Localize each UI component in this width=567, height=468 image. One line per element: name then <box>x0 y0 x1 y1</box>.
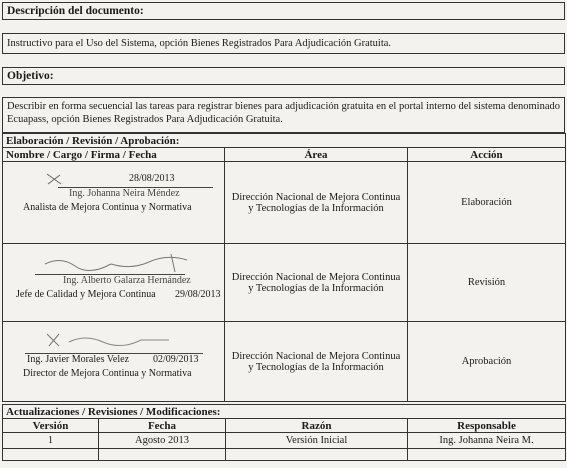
accion-cell: Aprobación <box>408 322 566 402</box>
descripcion-text-box <box>2 33 565 54</box>
table-row <box>3 244 566 322</box>
descripcion-title-bar <box>2 2 565 20</box>
col-header-area: Área <box>225 148 408 162</box>
objetivo-title-bar <box>2 67 565 85</box>
signer-role: Analista de Mejora Continua y Normativa <box>23 202 192 213</box>
signature-scribble <box>41 252 191 276</box>
fecha-cell: Agosto 2013 <box>99 433 226 449</box>
col-header-version: Versión <box>3 419 99 433</box>
empty-cell <box>3 449 99 461</box>
col-header-responsable: Responsable <box>408 419 566 433</box>
version-cell: 1 <box>3 433 99 449</box>
objetivo-text-box <box>2 97 565 133</box>
table-row <box>3 449 566 461</box>
area-cell: Dirección Nacional de Mejora Continua y Tecnologías de la Información <box>225 162 408 244</box>
accion-cell: Revisión <box>408 244 566 322</box>
signer-name: Ing. Javier Morales Velez <box>27 354 130 365</box>
empty-cell <box>99 449 226 461</box>
col-header-accion: Acción <box>408 148 566 162</box>
razon-cell: Versión Inicial <box>226 433 408 449</box>
signature-scribble <box>45 328 175 352</box>
table-row <box>3 162 566 244</box>
empty-cell <box>226 449 408 461</box>
elaboracion-table <box>2 133 566 402</box>
area-cell: Dirección Nacional de Mejora Continua y Tecnologías de la Información <box>225 322 408 402</box>
table-row <box>3 322 566 402</box>
col-header-fecha: Fecha <box>99 419 226 433</box>
descripcion-title: Descripción del documento: <box>7 5 144 17</box>
elaboracion-title: Elaboración / Revisión / Aprobación: <box>3 134 566 148</box>
signature-date: 29/08/2013 <box>175 289 221 300</box>
signature-date: 28/08/2013 <box>129 173 175 184</box>
signature-cell <box>3 322 225 402</box>
col-header-nombre: Nombre / Cargo / Firma / Fecha <box>3 148 225 162</box>
objetivo-text: Describir en forma secuencial las tareas para registrar bienes para adjudicación gratuita en el portal interno del sistema denominado Ecuapass, opción Bienes Registrados Para Adjudicación Gratuita. <box>7 101 560 125</box>
table-row <box>3 433 566 449</box>
signature-cell <box>3 244 225 322</box>
actualizaciones-title: Actualizaciones / Revisiones / Modificaciones: <box>3 405 566 419</box>
area-cell: Dirección Nacional de Mejora Continua y Tecnologías de la Información <box>225 244 408 322</box>
actualizaciones-table <box>2 404 566 461</box>
signer-role: Director de Mejora Continua y Normativa <box>23 368 192 379</box>
signer-role: Jefe de Calidad y Mejora Continua <box>16 289 156 300</box>
objetivo-title: Objetivo: <box>7 70 54 82</box>
col-header-razon: Razón <box>226 419 408 433</box>
empty-cell <box>408 449 566 461</box>
accion-cell: Elaboración <box>408 162 566 244</box>
signer-name: Ing. Johanna Neira Méndez <box>69 188 180 199</box>
descripcion-text: Instructivo para el Uso del Sistema, opción Bienes Registrados Para Adjudicación Gratuita. <box>7 38 392 49</box>
signer-name: Ing. Alberto Galarza Hernández <box>63 275 191 286</box>
signature-scribble <box>45 172 65 186</box>
signature-date: 02/09/2013 <box>153 354 199 365</box>
responsable-cell: Ing. Johanna Neira M. <box>408 433 566 449</box>
signature-cell <box>3 162 225 244</box>
